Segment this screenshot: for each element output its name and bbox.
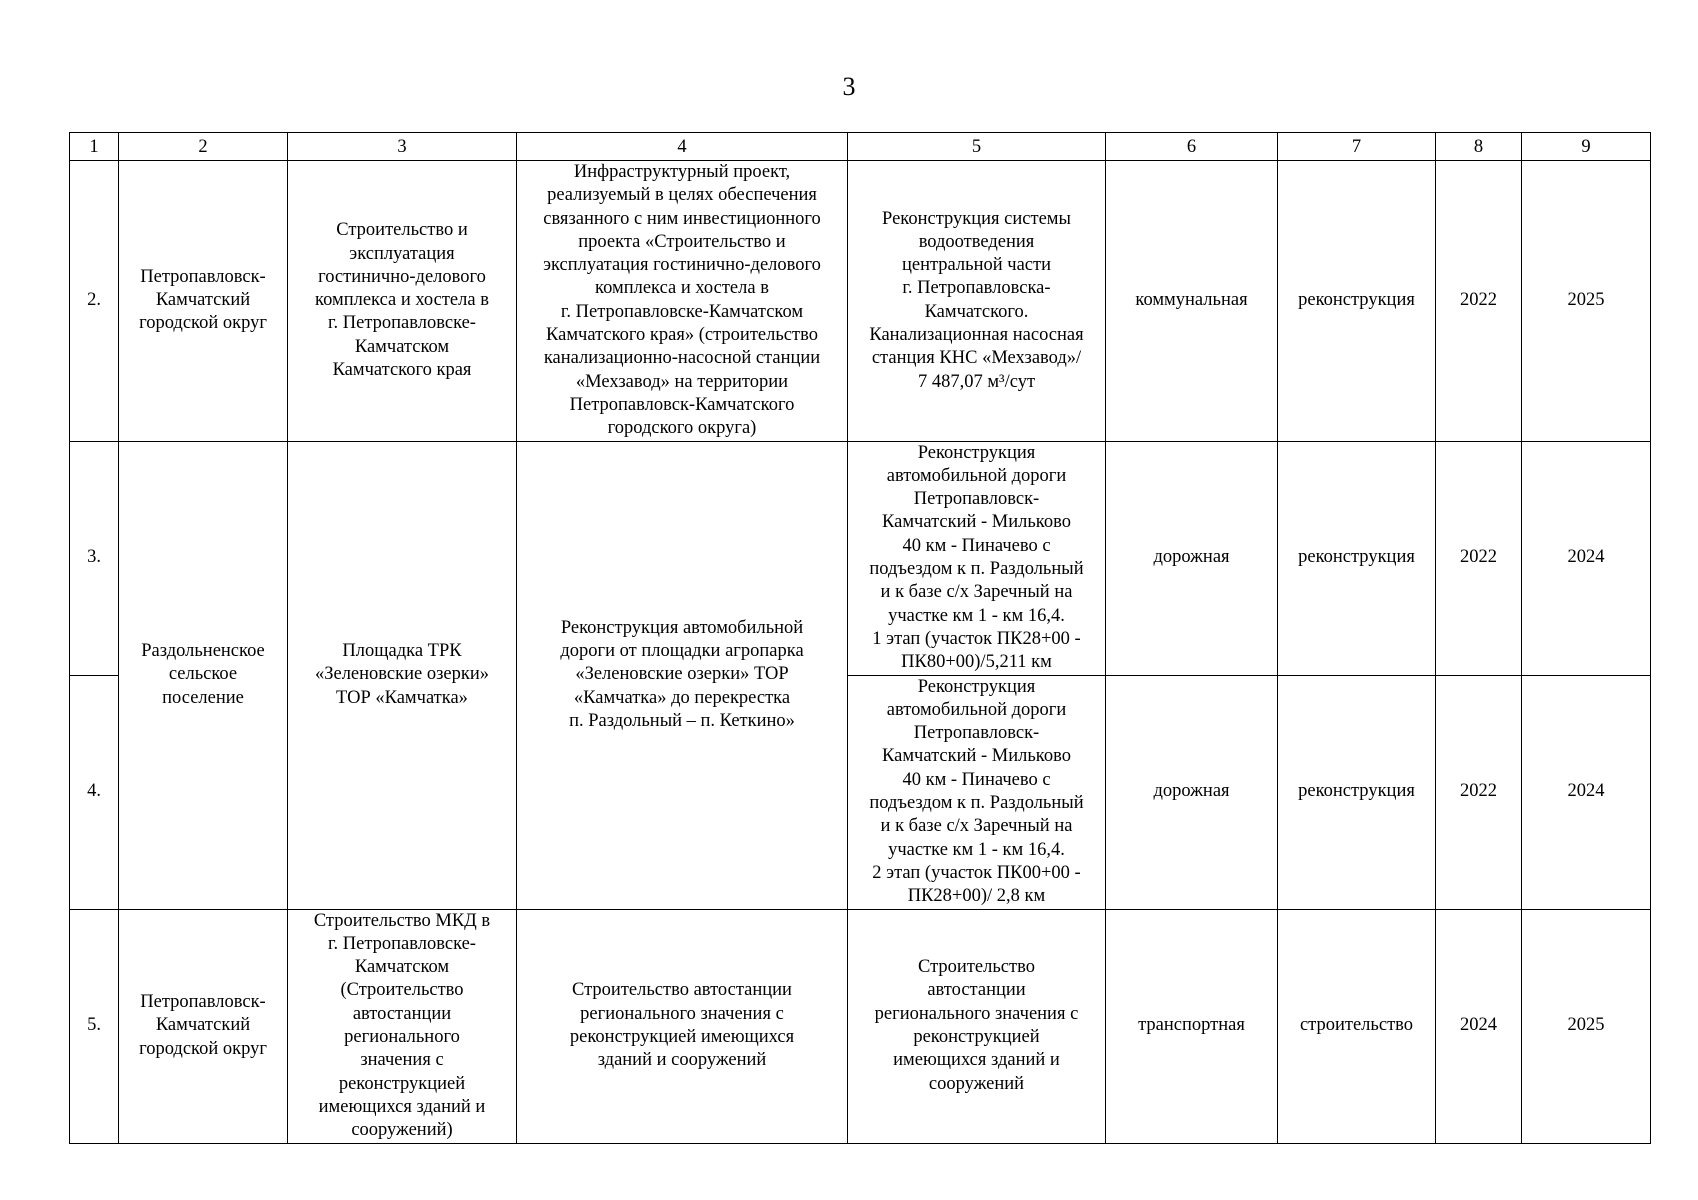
project-cell: Инфраструктурный проект, реализуемый в целях обеспечения связанного с ним инвестиционного проекта «Строительство и эксплуатация гостинично-делового комплекса и хостела в г. Петропавловске-Камчатском Камчатского края» (строительство канализационно-насосной станции «Мехзавод» на территории Петропавловск-Камчатского городского округа) [517,161,848,442]
work-cell: реконструкция [1278,161,1436,442]
projects-table [69,132,1651,1144]
column-header: 8 [1436,133,1522,161]
start-year-cell: 2024 [1436,909,1522,1143]
table-row [70,909,1651,1143]
project-cell: Строительство автостанции регионального значения с реконструкцией имеющихся зданий и сооружений [517,909,848,1143]
object-cell: Строительство автостанции регионального значения с реконструкцией имеющихся зданий и сооружений [848,909,1106,1143]
header-row [70,133,1651,161]
column-header: 9 [1522,133,1651,161]
work-cell: строительство [1278,909,1436,1143]
end-year-cell: 2024 [1522,675,1651,909]
column-header: 1 [70,133,119,161]
column-header: 5 [848,133,1106,161]
column-header: 4 [517,133,848,161]
type-cell: дорожная [1106,441,1278,675]
object-cell: Реконструкция автомобильной дороги Петропавловск- Камчатский - Мильково 40 км - Пиначево с подъездом к п. Раздольный и к базе с/х Заречный на участке км 1 - км 16,4. 2 этап (участок ПК00+00 - ПК28+00)/ 2,8 км [848,675,1106,909]
work-cell: реконструкция [1278,441,1436,675]
row-number: 2. [70,161,119,442]
start-year-cell: 2022 [1436,675,1522,909]
column-header: 6 [1106,133,1278,161]
site-cell: Строительство МКД в г. Петропавловске- Камчатском (Строительство автостанции регионального значения с реконструкцией имеющихся зданий и сооружений) [288,909,517,1143]
table-row [70,161,1651,442]
end-year-cell: 2025 [1522,161,1651,442]
column-header: 3 [288,133,517,161]
work-cell: реконструкция [1278,675,1436,909]
type-cell: транспортная [1106,909,1278,1143]
territory-cell: Петропавловск- Камчатский городской округ [119,909,288,1143]
project-cell: Реконструкция автомобильной дороги от площадки агропарка «Зеленовские озерки» ТОР «Камчатка» до перекрестка п. Раздольный – п. Кеткино» [517,441,848,909]
object-cell: Реконструкция автомобильной дороги Петропавловск- Камчатский - Мильково 40 км - Пиначево с подъездом к п. Раздольный и к базе с/х Заречный на участке км 1 - км 16,4. 1 этап (участок ПК28+00 - ПК80+00)/5,211 км [848,441,1106,675]
column-header: 7 [1278,133,1436,161]
site-cell: Площадка ТРК «Зеленовские озерки» ТОР «Камчатка» [288,441,517,909]
table-row [70,441,1651,675]
type-cell: дорожная [1106,675,1278,909]
start-year-cell: 2022 [1436,441,1522,675]
territory-cell: Петропавловск- Камчатский городской округ [119,161,288,442]
row-number: 5. [70,909,119,1143]
page-number: 3 [842,72,856,101]
end-year-cell: 2025 [1522,909,1651,1143]
row-number: 4. [70,675,119,909]
row-number: 3. [70,441,119,675]
type-cell: коммунальная [1106,161,1278,442]
column-header: 2 [119,133,288,161]
end-year-cell: 2024 [1522,441,1651,675]
site-cell: Строительство и эксплуатация гостинично-делового комплекса и хостела в г. Петропавловске- Камчатском Камчатского края [288,161,517,442]
start-year-cell: 2022 [1436,161,1522,442]
territory-cell: Раздольненское сельское поселение [119,441,288,909]
object-cell: Реконструкция системы водоотведения центральной части г. Петропавловска- Камчатского. Канализационная насосная станция КНС «Мехзавод»/ 7 487,07 м³/сут [848,161,1106,442]
